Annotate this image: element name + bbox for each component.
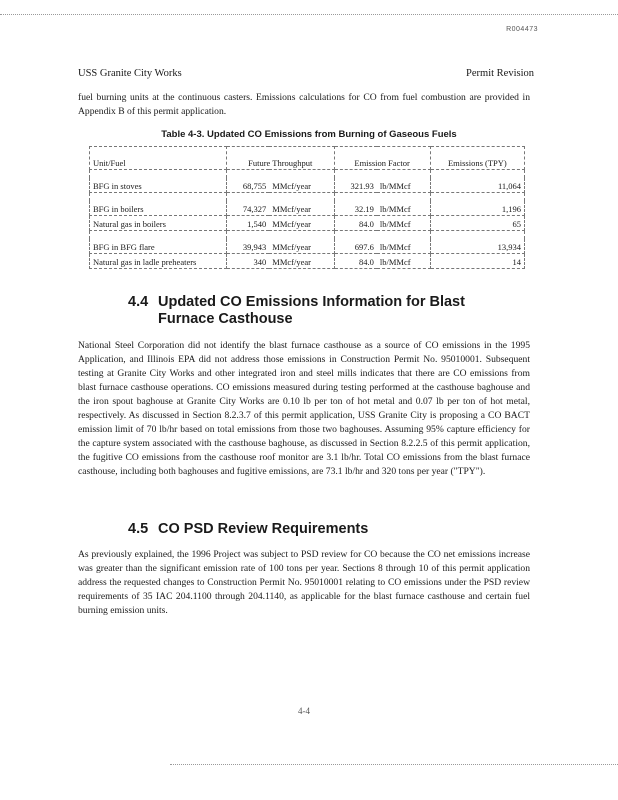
table-row bbox=[90, 178, 525, 193]
cell-throughput: 1,540 bbox=[227, 216, 270, 231]
cell-factor: 697.6 bbox=[334, 239, 377, 254]
col-header-throughput: Future Throughput bbox=[227, 147, 335, 170]
bates-number: R004473 bbox=[506, 26, 538, 33]
cell-unit: Natural gas in ladle preheaters bbox=[90, 254, 227, 269]
bottom-scan-border bbox=[170, 764, 618, 765]
cell-factor-unit: lb/MMcf bbox=[377, 201, 430, 216]
header-document-type: Permit Revision bbox=[466, 68, 534, 79]
section-number: 4.5 bbox=[128, 521, 149, 537]
cell-emissions: 11,064 bbox=[430, 178, 524, 193]
col-header-unit: Unit/Fuel bbox=[90, 147, 227, 170]
table-header-row bbox=[90, 147, 525, 170]
cell-emissions: 65 bbox=[430, 216, 524, 231]
cell-throughput-unit: MMcf/year bbox=[269, 178, 334, 193]
cell-throughput-unit: MMcf/year bbox=[269, 216, 334, 231]
table-row bbox=[90, 201, 525, 216]
section-title: CO PSD Review Requirements bbox=[158, 521, 369, 537]
section-4-4-body: National Steel Corporation did not identify the blast furnace casthouse as a source of CO emissions in the 1995 Application, and Illinois EPA did not address those emissions in Construction Permit No. 95010001. Subsequent testing at Granite City Works and other integrated iron and steel mills indicates that there are CO emissions from blast furnace casthouse operations. CO emissions measured during testing performed at the casthouse baghouse and the iron spout baghouse at Granite City Works are 0.10 lb per ton of hot metal and 0.07 lb per ton of hot metal, respectively. As discussed in Section 8.2.3.7 of this permit application, USS Granite City is proposing a CO BACT emission limit of 70 lb/hr based on total emissions from those two baghouses. Assuming 95% capture efficiency for the capture system associated with the casthouse baghouse, as discussed in Section 8.2.2.5 of this permit application, the fugitive CO emissions from the casthouse roof monitor are 3.1 lb/hr. Total CO emissions from the blast furnace casthouse, including both baghouses and fugitive emissions, are 73.1 lb/hr and 320 tons per year ("TPY"). bbox=[78, 340, 530, 477]
cell-emissions: 1,196 bbox=[430, 201, 524, 216]
cell-factor: 321.93 bbox=[334, 178, 377, 193]
col-header-factor: Emission Factor bbox=[334, 147, 430, 170]
top-scan-border bbox=[0, 14, 618, 15]
cell-factor-unit: lb/MMcf bbox=[377, 239, 430, 254]
section-4-5-body: As previously explained, the 1996 Project was subject to PSD review for CO because the CO net emissions increase was greater than the significant emission rate of 100 tons per year. Sections 8 through 10 of this permit application address the requested changes to Construction Permit No. 95010001 relating to CO emissions under the PSD review requirements of 35 IAC 204.1100 through 204.1140, as applicable for the blast furnace casthouse and certain fuel burning emission units. bbox=[78, 549, 530, 616]
co-emissions-table bbox=[89, 146, 525, 269]
page-number: 4-4 bbox=[298, 706, 310, 716]
section-title: Updated CO Emissions Information for Blast Furnace Casthouse bbox=[158, 294, 465, 327]
cell-throughput-unit: MMcf/year bbox=[269, 201, 334, 216]
cell-unit: Natural gas in boilers bbox=[90, 216, 227, 231]
section-number: 4.4 bbox=[128, 294, 149, 310]
cell-factor: 84.0 bbox=[334, 254, 377, 269]
table-row bbox=[90, 239, 525, 254]
section-4-5-heading bbox=[128, 521, 518, 538]
section-4-4-heading bbox=[128, 294, 518, 328]
cell-unit: BFG in stoves bbox=[90, 178, 227, 193]
table-row bbox=[90, 254, 525, 269]
cell-factor-unit: lb/MMcf bbox=[377, 178, 430, 193]
cell-throughput: 68,755 bbox=[227, 178, 270, 193]
cell-factor: 84.0 bbox=[334, 216, 377, 231]
cell-throughput: 39,943 bbox=[227, 239, 270, 254]
cell-throughput-unit: MMcf/year bbox=[269, 239, 334, 254]
table-row bbox=[90, 216, 525, 231]
cell-throughput-unit: MMcf/year bbox=[269, 254, 334, 269]
intro-paragraph: fuel burning units at the continuous casters. Emissions calculations for CO from fuel combustion are provided in Appendix B of this permit application. bbox=[78, 92, 530, 117]
cell-factor: 32.19 bbox=[334, 201, 377, 216]
cell-unit: BFG in BFG flare bbox=[90, 239, 227, 254]
cell-unit: BFG in boilers bbox=[90, 201, 227, 216]
cell-factor-unit: lb/MMcf bbox=[377, 216, 430, 231]
cell-emissions: 13,934 bbox=[430, 239, 524, 254]
table-caption: Table 4-3. Updated CO Emissions from Burning of Gaseous Fuels bbox=[161, 129, 457, 140]
cell-factor-unit: lb/MMcf bbox=[377, 254, 430, 269]
cell-throughput: 74,327 bbox=[227, 201, 270, 216]
cell-emissions: 14 bbox=[430, 254, 524, 269]
cell-throughput: 340 bbox=[227, 254, 270, 269]
header-company: USS Granite City Works bbox=[78, 68, 182, 79]
col-header-emissions: Emissions (TPY) bbox=[430, 147, 524, 170]
